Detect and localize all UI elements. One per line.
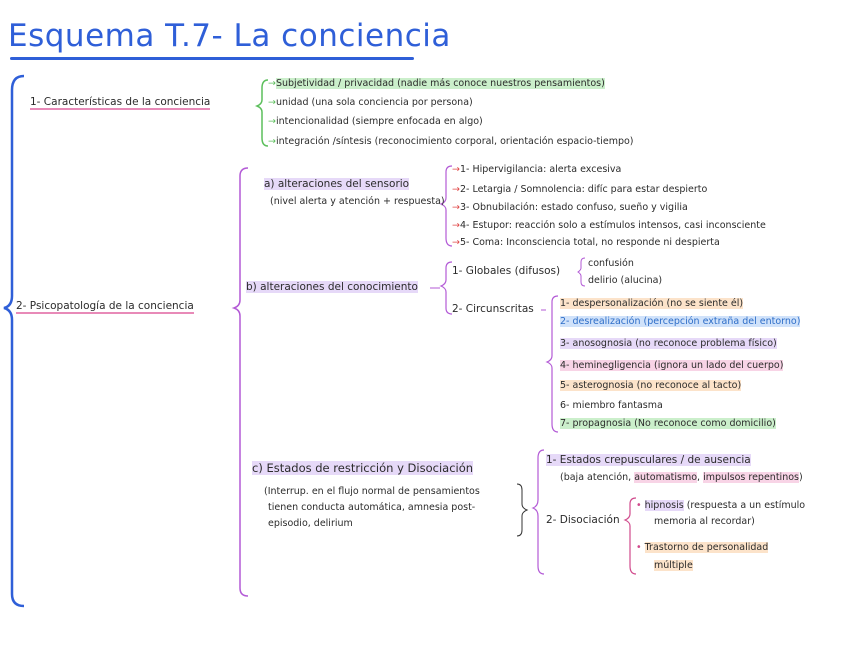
trastorno-text: Trastorno de personalidad	[644, 542, 769, 553]
disociacion-label: 2- Disociación	[546, 514, 620, 526]
bullet-icon: •	[636, 542, 645, 553]
circunscritas-bracket	[547, 296, 558, 432]
b-bracket	[441, 262, 452, 314]
a-item-text: 5- Coma: Inconsciencia total, no responde ni despierta	[459, 237, 720, 248]
globales-item-1: confusión	[588, 258, 634, 269]
arrow-icon: →	[452, 202, 460, 213]
page-title: Esquema T.7- La conciencia	[8, 18, 451, 54]
crepusculares-note	[560, 472, 803, 484]
section1-item-3	[268, 116, 483, 128]
circ-item-text: 7- propagnosia (No reconoce como domicilio)	[560, 418, 776, 429]
a-label-text: a) alteraciones del sensorio	[264, 178, 410, 190]
circ-item-6: 6- miembro fantasma	[560, 400, 663, 411]
a-note: (nivel alerta y atención + respuesta)	[270, 196, 445, 207]
circ-item-4	[560, 360, 783, 372]
section1-item-2	[268, 97, 473, 109]
arrow-icon: →	[268, 116, 276, 127]
c-bracket	[533, 450, 544, 574]
circ-item-2	[560, 316, 800, 328]
circ-item-text: 4- heminegligencia (ignora un lado del cuerpo)	[560, 360, 784, 371]
hipnosis-line-2: memoria al recordar)	[654, 516, 755, 527]
circ-item-text: 1- despersonalización (no se siente él)	[560, 298, 744, 309]
b-label	[246, 281, 418, 293]
main-bracket	[4, 76, 24, 606]
crepusculares-label	[546, 454, 751, 466]
c-note-line-3: episodio, delirium	[268, 518, 353, 529]
circunscritas-label: 2- Circunscritas	[452, 303, 534, 315]
section1-item-text: Subjetividad / privacidad (nadie más conoce nuestros pensamientos)	[275, 78, 605, 89]
c-note-line-2: tienen conducta automática, amnesia post-	[268, 502, 476, 513]
globales-item-2: delirio (alucina)	[588, 275, 663, 286]
a-item-1	[452, 164, 621, 176]
a-item-3	[452, 202, 688, 214]
circ-item-7	[560, 418, 776, 430]
crep-note-part: )	[798, 472, 803, 483]
a-item-text: 2- Letargia / Somnolencia: difíc para estar despierto	[459, 184, 708, 195]
hipnosis-line-1	[636, 500, 805, 512]
arrow-icon: →	[268, 136, 276, 147]
c-note-line-1: (Interrup. en el flujo normal de pensamientos	[264, 486, 480, 497]
crepusculares-label-text: 1- Estados crepusculares / de ausencia	[546, 454, 751, 466]
trastorno-line-1	[636, 542, 768, 554]
a-item-text: 3- Obnubilación: estado confuso, sueño y vigilia	[459, 202, 688, 213]
b-label-text: b) alteraciones del conocimiento	[246, 281, 418, 293]
crep-note-part: impulsos repentinos	[703, 472, 799, 483]
circ-item-text: 3- anosognosia (no reconoce problema físico)	[560, 338, 777, 349]
section1-item-text: integración /síntesis (reconocimiento corporal, orientación espacio-tiempo)	[275, 136, 634, 147]
section1-item-text: intencionalidad (siempre enfocada en algo)	[275, 116, 483, 127]
globales-bracket	[578, 258, 585, 286]
arrow-icon: →	[268, 97, 276, 108]
c-label-text: c) Estados de restricción y Disociación	[252, 461, 474, 475]
crep-note-part: (baja atención,	[560, 472, 635, 483]
a-item-5	[452, 237, 720, 249]
section2-heading: 2- Psicopatología de la conciencia	[16, 300, 194, 312]
circ-item-text: 5- asterognosia (no reconoce al tacto)	[560, 380, 742, 391]
trastorno-text: múltiple	[654, 560, 693, 571]
arrow-icon: →	[452, 220, 460, 231]
section1-bracket	[257, 80, 268, 146]
circ-item-1	[560, 298, 743, 310]
disociacion-bracket	[625, 498, 636, 574]
section2-bracket	[234, 168, 248, 596]
trastorno-line-2	[654, 560, 693, 572]
section1-item-text: unidad (una sola conciencia por persona)	[275, 97, 473, 108]
hipnosis-text: (respuesta a un estímulo	[683, 500, 806, 511]
arrow-icon: →	[452, 184, 460, 195]
arrow-icon: →	[452, 164, 460, 175]
circ-item-3	[560, 338, 777, 350]
bullet-icon: •	[636, 500, 645, 511]
arrow-icon: →	[452, 237, 460, 248]
crep-note-part: ,	[697, 472, 704, 483]
c-label	[252, 462, 473, 474]
hipnosis-term: hipnosis	[644, 500, 684, 511]
c-note-right-bracket	[517, 484, 527, 536]
arrow-icon: →	[268, 78, 276, 89]
globales-label: 1- Globales (difusos)	[452, 265, 561, 277]
section1-item-1	[268, 78, 605, 90]
section1-item-4	[268, 136, 634, 148]
crep-note-part: automatismo	[634, 472, 698, 483]
a-item-text: 1- Hipervigilancia: alerta excesiva	[459, 164, 622, 175]
circ-item-text: 2- desrealización (percepción extraña del entorno)	[560, 316, 801, 327]
a-label	[264, 178, 409, 190]
circ-item-5	[560, 380, 741, 392]
a-item-text: 4- Estupor: reacción solo a estímulos intensos, casi inconsciente	[459, 220, 766, 231]
a-item-4	[452, 220, 766, 232]
a-item-2	[452, 184, 707, 196]
section1-heading: 1- Características de la conciencia	[30, 96, 211, 108]
